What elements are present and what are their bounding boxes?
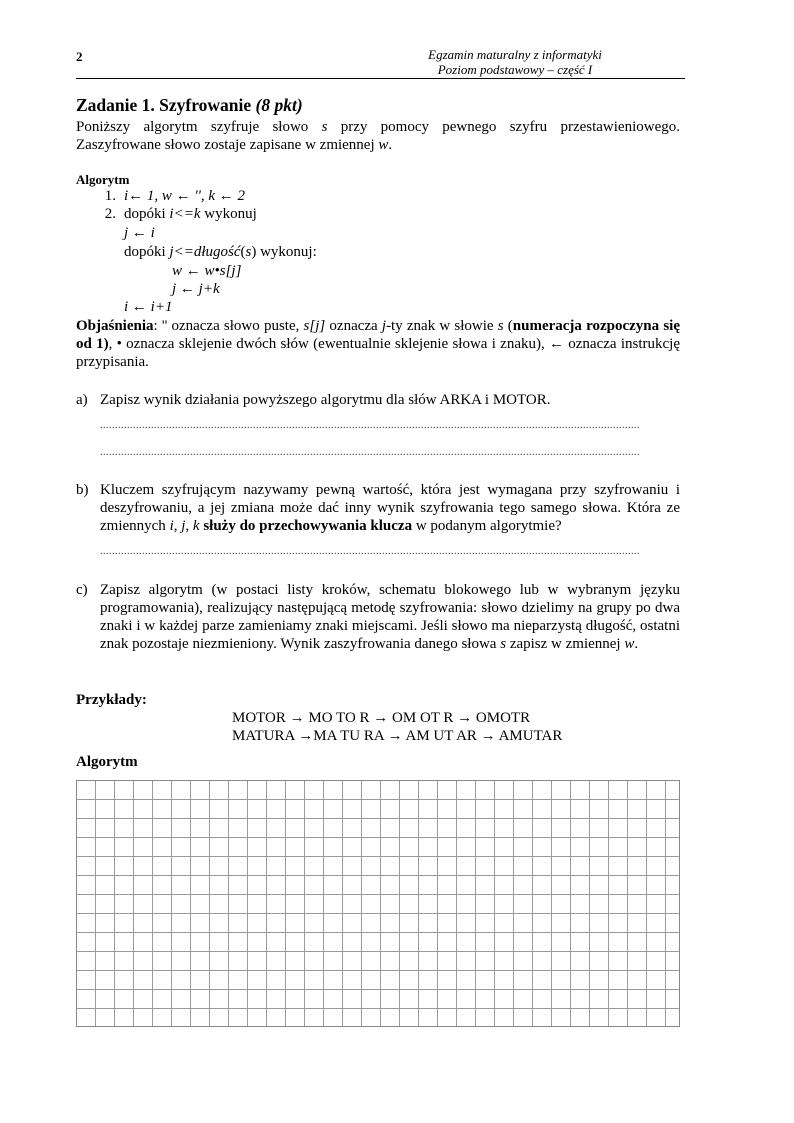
task-title-text: Zadanie 1. Szyfrowanie (76, 95, 252, 115)
algorithm-line-i (124, 298, 172, 316)
step-2-keyword: dopóki (124, 206, 170, 222)
qb-text-2: w podanym algorytmie? (412, 518, 562, 534)
step-1-code: i← 1, w ← '', k ← 2 (124, 188, 245, 204)
qb-var-k: k (192, 518, 200, 534)
question-b-label: b) (76, 482, 89, 498)
answer-line-a1[interactable]: .................................................................................................................................................................................... (100, 420, 640, 431)
qc-var-w: w (624, 636, 635, 652)
algorithm-step-2-text (124, 205, 257, 223)
expl-numbering: numeracja rozpoczyna się od 1) (76, 318, 680, 352)
question-a-text: Zapisz wynik działania powyższego algorytmu dla słów ARKA i MOTOR. (100, 392, 551, 408)
expl-text-3: -ty znak w słowie (386, 318, 498, 334)
inner-condition: j<=długość (169, 244, 241, 260)
algorithm-heading: Algorytm (76, 172, 130, 187)
qc-var-s: s (500, 636, 507, 652)
question-a-label: a) (76, 392, 88, 408)
assign-j-i: j ← i (124, 225, 155, 241)
explanations-label: Objaśnienia (76, 318, 154, 334)
qb-comma-2: , (185, 518, 193, 534)
header-divider (76, 78, 685, 79)
qb-var-j: j (181, 518, 186, 534)
expl-text-5: , • oznacza sklejenie dwóch słów (ewentualnie sklejenie słowa i znaku), ← oznacza instrukcję przypisania. (76, 336, 680, 370)
question-b (76, 481, 680, 541)
task-points: (8 pkt) (255, 95, 303, 115)
step-1-number: 1. (104, 188, 116, 204)
expl-text-2: oznacza (325, 318, 382, 334)
question-c (76, 581, 680, 673)
question-c-text (100, 581, 680, 653)
expl-var-j: j (381, 318, 387, 334)
intro-text-2: przy pomocy pewnego szyfru przestawieniowego. Zaszyfrowane słowo zostaje zapisane w zmiennej (76, 119, 680, 153)
assign-i: i ← i+1 (124, 299, 173, 315)
algorithm-line-w (172, 262, 241, 280)
step-2-keyword-2: wykonuj (200, 206, 257, 222)
assign-w: w ← w•s[j] (172, 263, 242, 279)
page-number: 2 (76, 49, 83, 64)
page-header (230, 47, 794, 77)
question-b-text (100, 481, 680, 535)
qc-text-3: . (634, 636, 639, 652)
task-title (76, 96, 680, 114)
inner-keyword-2: ) wykonuj: (251, 244, 317, 260)
qc-text-1: Zapisz algorytm (w postaci listy kroków, schematu blokowego lub w wybranym języku programowania), realizujący następującą metodę szyfrowania: słowo dzielimy na grupy po dwa znaki i w każdej parze zamieniamy znaki miejscami. Jeśli słowo ma nieparzystą długość, ostatni znak pozostaje niezmieniony. Wynik zaszyfrowania danego słowa (100, 582, 680, 652)
expl-var-s: s (497, 318, 504, 334)
algorithm-step-1-text (124, 187, 245, 205)
expl-var-sj: s[j] (303, 318, 326, 334)
inner-var-s: s (245, 244, 252, 260)
answer-line-b[interactable]: .................................................................................................................................................................................... (100, 546, 640, 557)
intro-text-3: . (388, 137, 393, 153)
expl-text-1: : '' oznacza słowo puste, (153, 318, 304, 334)
expl-text-4: ( (503, 318, 513, 334)
intro-var-s: s (321, 119, 328, 135)
answer-algorithm-heading: Algorytm (76, 754, 138, 770)
inner-paren: ( (240, 244, 246, 260)
intro-text: Poniższy algorytm szyfruje słowo (76, 119, 322, 135)
explanations (76, 317, 680, 371)
examples-heading: Przykłady: (76, 692, 147, 708)
algorithm-line-j-i (124, 224, 155, 242)
question-a (76, 391, 680, 411)
intro-var-w: w (378, 137, 389, 153)
algorithm-inner-loop (124, 243, 317, 261)
question-c-label: c) (76, 582, 88, 598)
qc-text-2: zapisz w zmiennej (506, 636, 625, 652)
inner-keyword: dopóki (124, 244, 170, 260)
assign-j-k: j ← j+k (172, 281, 220, 297)
example-2: MATURA →MA TU RA → AM UT AR → AMUTAR (232, 728, 563, 744)
example-1: MOTOR → MO TO R → OM OT R → OMOTR (232, 710, 531, 726)
answer-grid[interactable] (76, 780, 680, 1027)
qb-text-1: Kluczem szyfrującym nazywamy pewną wartość, która jest wymagana przy szyfrowaniu i deszyfrowaniu, a jej zmiana może dać inny wynik szyfrowania tego samego słowa. Która ze zmiennych (100, 482, 680, 534)
qb-bold: służy do przechowywania klucza (199, 518, 413, 534)
step-2-condition: i<=k (169, 206, 201, 222)
qb-var-i: i (169, 518, 174, 534)
task-intro (76, 118, 680, 154)
step-2-number: 2. (104, 206, 116, 222)
header-title-line1: Egzamin maturalny z informatyki (428, 47, 602, 62)
qb-comma-1: , (173, 518, 182, 534)
header-title-line2: Poziom podstawowy – część I (437, 62, 593, 77)
algorithm-line-jk (172, 280, 220, 298)
answer-line-a2[interactable]: .................................................................................................................................................................................... (100, 447, 640, 458)
